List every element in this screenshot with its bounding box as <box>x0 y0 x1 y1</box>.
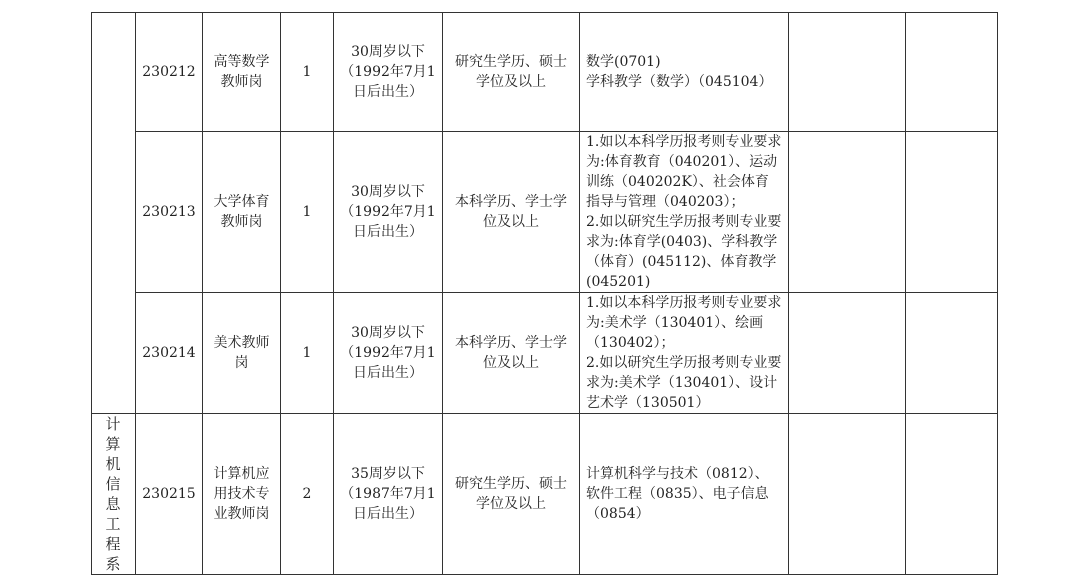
position-name: 美术教师岗 <box>213 335 270 371</box>
hire-count: 1 <box>281 293 334 414</box>
empty-cell <box>906 293 998 414</box>
age-cell <box>334 414 443 575</box>
age-requirement: 30周岁以下 （1992年7月1日后出生） <box>340 184 436 240</box>
major-requirement: 1.如以本科学历报考则专业要求为:美术学（130401）、绘画（130402）； 2.如以研究生学历报考则专业要求为:美术学（130401）、设计艺术学（130501） <box>586 295 782 411</box>
age-requirement: 35周岁以下 （1987年7月1日后出生） <box>340 466 436 522</box>
major-requirement: 计算机科学与技术（0812）、软件工程（0835）、电子信息（0854） <box>586 466 769 522</box>
position-name-cell <box>203 132 281 293</box>
age-requirement: 30周岁以下 （1992年7月1日后出生） <box>340 325 436 381</box>
table-row <box>92 13 998 132</box>
table-row <box>92 132 998 293</box>
position-code: 230212 <box>136 13 203 132</box>
age-cell <box>334 132 443 293</box>
hire-count: 1 <box>281 132 334 293</box>
major-requirement: 1.如以本科学历报考则专业要求为:体育教育（040201）、运动训练（040202K）、社会体育指导与管理（040203）； 2.如以研究生学历报考则专业要求为:体育学(0403)、学科教学（体育）(045112)、体育教学(045201) <box>586 134 782 290</box>
recruitment-table <box>91 12 998 575</box>
education-requirement: 本科学历、学士学位及以上 <box>455 194 567 230</box>
empty-cell <box>789 414 906 575</box>
education-cell <box>443 414 580 575</box>
major-cell <box>580 13 789 132</box>
department-cell <box>92 414 136 575</box>
age-cell <box>334 293 443 414</box>
empty-cell <box>789 13 906 132</box>
major-requirement: 数学(0701) 学科教学（数学）（045104） <box>586 54 773 90</box>
education-requirement: 研究生学历、硕士学位及以上 <box>455 54 567 90</box>
education-cell <box>443 293 580 414</box>
education-cell <box>443 13 580 132</box>
empty-cell <box>906 13 998 132</box>
hire-count: 2 <box>281 414 334 575</box>
position-name: 高等数学教师岗 <box>213 54 270 90</box>
position-name-cell <box>203 414 281 575</box>
department-name: 计算机信息工程系 <box>105 415 122 573</box>
department-cell-empty <box>92 13 136 414</box>
position-name: 大学体育教师岗 <box>213 194 270 230</box>
age-requirement: 30周岁以下 （1992年7月1日后出生） <box>340 44 436 100</box>
hire-count: 1 <box>281 13 334 132</box>
empty-cell <box>789 293 906 414</box>
education-requirement: 本科学历、学士学位及以上 <box>455 335 567 371</box>
major-cell <box>580 132 789 293</box>
empty-cell <box>789 132 906 293</box>
age-cell <box>334 13 443 132</box>
position-code: 230213 <box>136 132 203 293</box>
education-cell <box>443 132 580 293</box>
position-name-cell <box>203 13 281 132</box>
position-code: 230214 <box>136 293 203 414</box>
empty-cell <box>906 414 998 575</box>
position-code: 230215 <box>136 414 203 575</box>
empty-cell <box>906 132 998 293</box>
education-requirement: 研究生学历、硕士学位及以上 <box>455 476 567 512</box>
position-name-cell <box>203 293 281 414</box>
position-name: 计算机应用技术专业教师岗 <box>213 466 270 522</box>
table-row <box>92 414 998 575</box>
major-cell <box>580 414 789 575</box>
table-row <box>92 293 998 414</box>
major-cell <box>580 293 789 414</box>
